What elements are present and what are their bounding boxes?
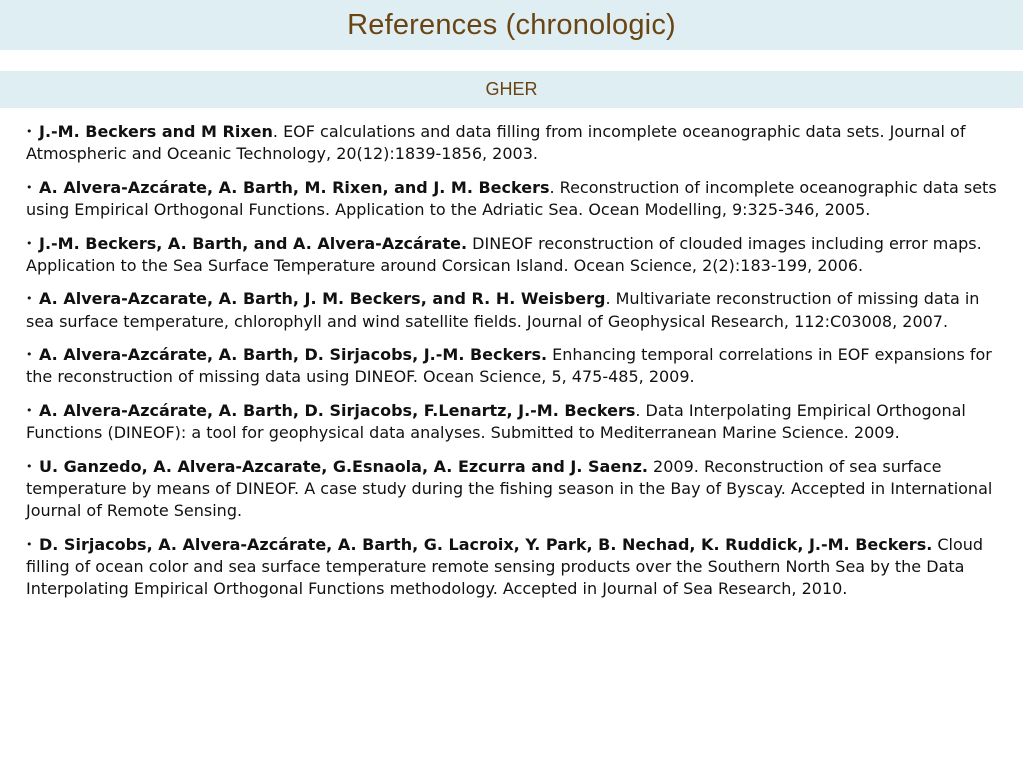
reference-text: Cloud filling of ocean color and sea surface temperature remote sensing products over the Southern North Sea by the Data Interpolating Empirical Orthogonal Functions methodology. Accepted in Journal of Sea Research, 2010.: [26, 534, 984, 599]
reference-text: DINEOF reconstruction of clouded images including error maps. Application to the Sea Surface Temperature around Corsican Island. Ocean Science, 2(2):183-199, 2006.: [26, 233, 982, 275]
bullet-icon: •: [26, 537, 33, 551]
bullet-icon: •: [26, 403, 33, 417]
bullet-icon: •: [26, 292, 33, 306]
reference-item: [26, 121, 1001, 166]
reference-text: 2009. Reconstruction of sea surface temperature by means of DINEOF. A case study during the fishing season in the Bay of Byscay. Accepted in International Journal of Remote Sensing.: [26, 456, 993, 521]
bullet-icon: •: [26, 348, 33, 362]
reference-authors: A. Alvera-Azcárate, A. Barth, D. Sirjacobs, J.-M. Beckers.: [39, 345, 548, 365]
reference-authors: U. Ganzedo, A. Alvera-Azcarate, G.Esnaola, A. Ezcurra and J. Saenz.: [39, 456, 648, 476]
reference-text: . Data Interpolating Empirical Orthogonal Functions (DINEOF): a tool for geophysical data analyses. Submitted to Mediterranean Marine Science. 2009.: [26, 400, 966, 443]
bullet-icon: •: [26, 459, 33, 473]
reference-item: [26, 177, 1001, 222]
reference-text: . Multivariate reconstruction of missing data in sea surface temperature, chlorophyll and wind satellite fields. Journal of Geophysical Research, 112:C03008, 2007.: [26, 289, 980, 331]
reference-text: Enhancing temporal correlations in EOF expansions for the reconstruction of missing data using DINEOF. Ocean Science, 5, 475-485, 2009.: [26, 345, 992, 387]
reference-authors: J.-M. Beckers and M Rixen: [39, 122, 273, 141]
reference-text: . Reconstruction of incomplete oceanographic data sets using Empirical Orthogonal Functions. Application to the Adriatic Sea. Ocean Modelling, 9:325-346, 2005.: [26, 177, 997, 220]
reference-text: . EOF calculations and data filling from incomplete oceanographic data sets. Journal of Atmospheric and Oceanic Technology, 20(12):1839-1856, 2003.: [26, 122, 966, 164]
reference-item: [26, 288, 1001, 333]
reference-authors: J.-M. Beckers, A. Barth, and A. Alvera-Azcárate.: [39, 233, 468, 253]
reference-item: [26, 400, 1001, 445]
bullet-icon: •: [26, 236, 33, 250]
reference-list: [26, 121, 1001, 612]
page-subtitle: GHER: [485, 79, 538, 99]
bullet-icon: •: [26, 125, 33, 138]
reference-item: [26, 534, 1001, 601]
reference-item: [26, 233, 1001, 278]
reference-authors: D. Sirjacobs, A. Alvera-Azcárate, A. Barth, G. Lacroix, Y. Park, B. Nechad, K. Ruddick, J.-M. Beckers.: [39, 534, 933, 554]
reference-authors: A. Alvera-Azcárate, A. Barth, D. Sirjacobs, F.Lenartz, J.-M. Beckers: [39, 400, 636, 420]
subtitle-bar: [0, 71, 1023, 108]
page-title: References (chronologic): [347, 8, 676, 41]
reference-authors: A. Alvera-Azcárate, A. Barth, M. Rixen, and J. M. Beckers: [39, 177, 550, 197]
reference-item: [26, 344, 1001, 389]
bullet-icon: •: [26, 180, 33, 194]
reference-authors: A. Alvera-Azcarate, A. Barth, J. M. Beckers, and R. H. Weisberg: [39, 289, 606, 309]
reference-item: [26, 456, 1001, 523]
title-bar: [0, 0, 1023, 50]
